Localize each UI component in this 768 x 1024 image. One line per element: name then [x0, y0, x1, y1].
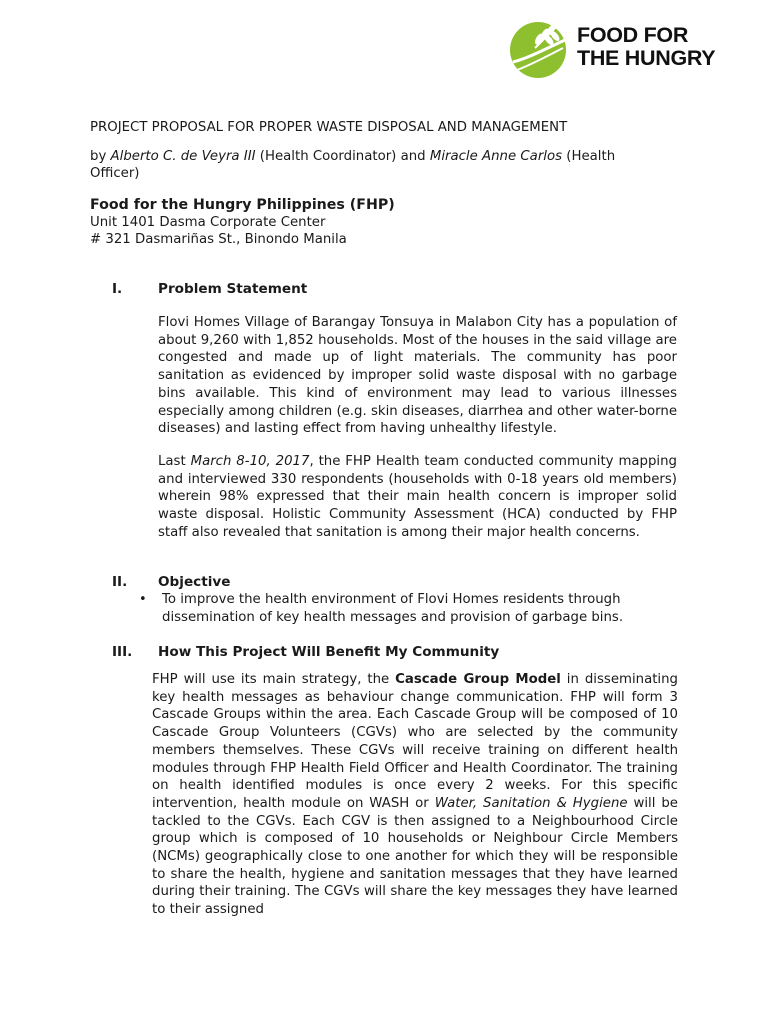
organization-address [90, 214, 347, 248]
objective-text: To improve the health environment of Flovi Homes residents through dissemination of key health messages and provision of garbage bins. [162, 592, 624, 625]
survey-date: March 8-10, 2017 [190, 454, 310, 469]
author-2-role: (Health Officer) [90, 149, 616, 181]
section-3-heading: How This Project Will Benefit My Community [158, 644, 500, 660]
benefit-text-2: in disseminating key health messages as behaviour change communication. FHP will form 3 Cascade Groups within the area. Each Cascade Group will be composed of 10 Cascade Group Volunteers (CGVs) who are selected by the community members themselves. These CGVs will receive training on different health modules through FHP Health Field Officer and Health Coordinator. The training on health identified modules is once every 2 weeks. For this specific intervention, health module on WASH or [152, 672, 678, 811]
problem-paragraph-2 [158, 453, 677, 542]
wash-term: Water, Sanitation & Hygiene [434, 795, 628, 811]
p2-pre: Last [158, 454, 191, 469]
benefit-text-3: will be tackled to the CGVs. Each CGV is then assigned to a Neighbourhood Circle group which is composed of 10 households or Neighbour Circle Members (NCMs) geographically close to one another for which they will be responsible to share the health, hygiene and sanitation messages that they have learned during their training. The CGVs will share the key messages they have learned to their assigned [152, 795, 678, 918]
address-line-1: Unit 1401 Dasma Corporate Center [90, 215, 326, 230]
address-line-2: # 321 Dasmariñas St., Binondo Manila [90, 232, 347, 247]
bullet-icon: • [139, 592, 147, 607]
section-2-heading: Objective [158, 574, 231, 590]
globe-wheat-icon [507, 18, 569, 80]
section-2-number: II. [112, 574, 128, 590]
by-prefix: by [90, 149, 111, 164]
section-1-heading: Problem Statement [158, 281, 308, 297]
cascade-group-model: Cascade Group Model [395, 672, 561, 687]
logo-line-1: FOOD FOR [577, 23, 689, 47]
benefit-paragraph [152, 671, 678, 919]
problem-paragraph-1: Flovi Homes Village of Barangay Tonsuya in Malabon City has a population of about 9,260 with 1,852 households. Most of the houses in the said village are congested and made up of light materials. The community has poor sanitation as evidenced by improper solid waste disposal with no garbage bins available. This kind of environment may lead to various illnesses especially among children (e.g. skin diseases, diarrhea and other water-borne diseases) and lasting effect from having unhealthy lifestyle. [158, 315, 677, 437]
organization-name: Food for the Hungry Philippines (FHP) [90, 197, 395, 213]
section-3-number: III. [112, 644, 133, 660]
logo-line-2: THE HUNGRY [577, 46, 716, 70]
section-1-number: I. [112, 281, 123, 297]
document-title: PROJECT PROPOSAL FOR PROPER WASTE DISPOSAL AND MANAGEMENT [90, 120, 568, 135]
byline [90, 148, 650, 182]
author-1-role: (Health Coordinator) and [255, 149, 430, 164]
author-1: Alberto C. de Veyra III [110, 149, 256, 164]
p2-post: , the FHP Health team conducted community mapping and interviewed 330 respondents (households with 0-18 years old members) wherein 98% expressed that their main health concern is improper solid waste disposal. Holistic Community Assessment (HCA) conducted by FHP staff also revealed that sanitation is among their major health concerns. [158, 454, 677, 540]
author-2: Miracle Anne Carlos [429, 149, 563, 164]
benefit-text-1: FHP will use its main strategy, the [152, 672, 396, 687]
food-for-the-hungry-logo [507, 18, 727, 80]
logo-wordmark [577, 24, 715, 70]
